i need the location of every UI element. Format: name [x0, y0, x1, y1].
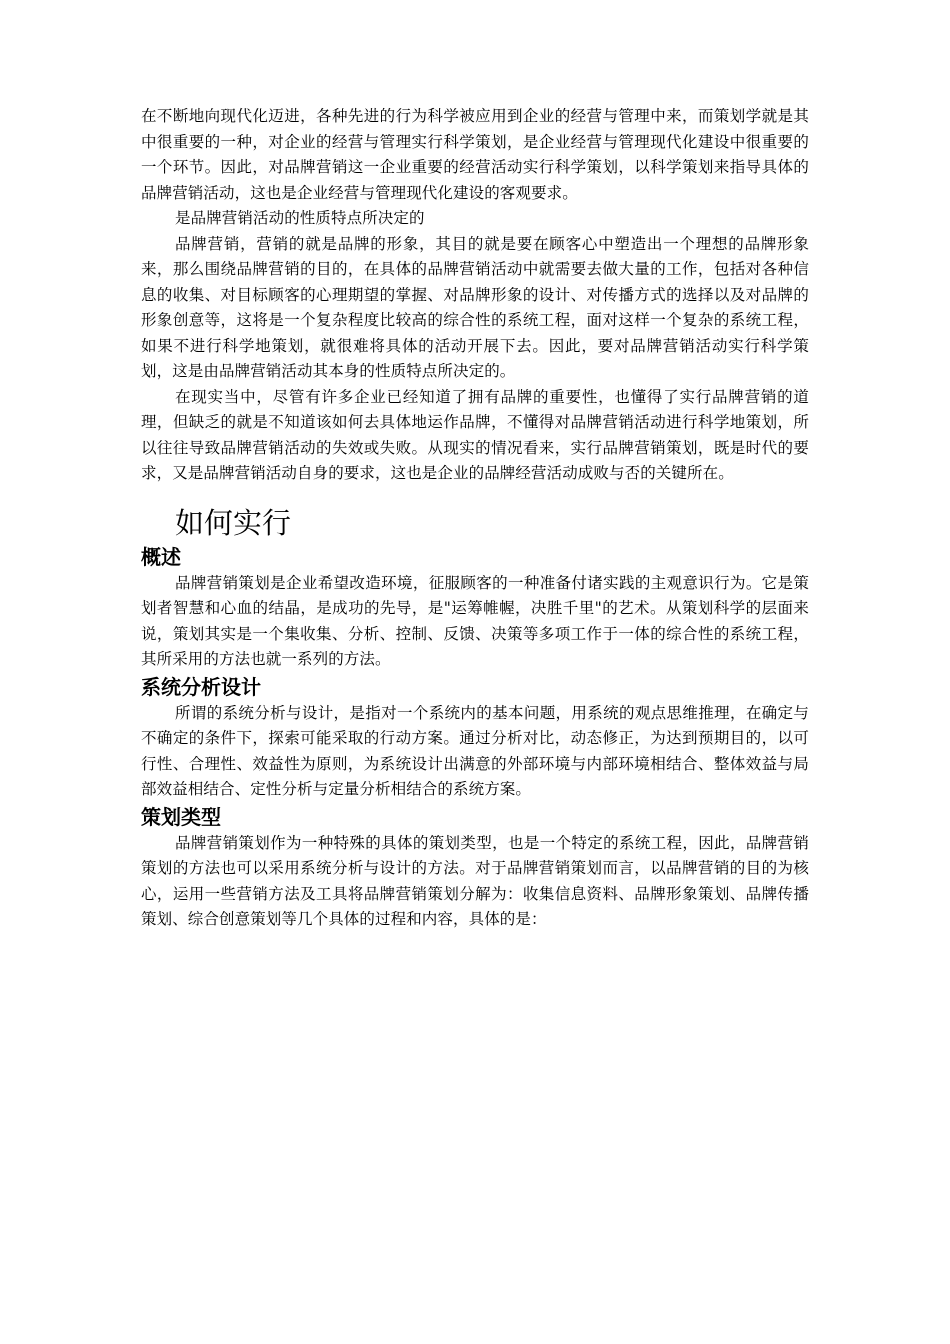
overview-heading: 概述	[141, 544, 181, 569]
intro-paragraph-3: 在现实当中，尽管有许多企业已经知道了拥有品牌的重要性，也懂得了实行品牌营销的道理，但缺乏的就是不知道该如何去具体地运作品牌，不懂得对品牌营销活动进行科学地策划，所以往往导致品牌营销活动的失效或失败。从现实的情况看来，实行品牌营销策划，既是时代的要求，又是品牌营销活动自身的要求，这也是企业的品牌经营活动成败与否的关键所在。	[141, 387, 809, 482]
system-design-heading: 系统分析设计	[141, 674, 261, 699]
document-page	[141, 104, 809, 933]
intro-paragraph-2: 品牌营销，营销的就是品牌的形象，其目的就是要在顾客心中塑造出一个理想的品牌形象来，那么围绕品牌营销的目的，在具体的品牌营销活动中就需要去做大量的工作，包括对各种信息的收集、对目标顾客的心理期望的掌握、对品牌形象的设计、对传播方式的选择以及对品牌的形象创意等，这将是一个复杂程度比较高的综合性的系统工程，面对这样一个复杂的系统工程，如果不进行科学地策划，就很难将具体的活动开展下去。因此，要对品牌营销活动实行科学策划，这是由品牌营销活动其本身的性质特点所决定的。	[141, 234, 809, 380]
overview-paragraph: 品牌营销策划是企业希望改造环境，征服顾客的一种准备付诸实践的主观意识行为。它是策划者智慧和心血的结晶，是成功的先导，是"运筹帷幄，决胜千里"的艺术。从策划科学的层面来说，策划其实是一个集收集、分析、控制、反馈、决策等多项工作于一体的综合性的系统工程，其所采用的方法也就一系列的方法。	[141, 573, 809, 668]
planning-types-heading: 策划类型	[141, 804, 221, 829]
section-title: 如何实行	[175, 505, 292, 540]
intro-subheading: 是品牌营销活动的性质特点所决定的	[175, 209, 425, 227]
planning-types-paragraph: 品牌营销策划作为一种特殊的具体的策划类型，也是一个特定的系统工程，因此，品牌营销策划的方法也可以采用系统分析与设计的方法。对于品牌营销策划而言，以品牌营销的目的为核心，运用一些营销方法及工具将品牌营销策划分解为：收集信息资料、品牌形象策划、品牌传播策划、综合创意策划等几个具体的过程和内容，具体的是：	[141, 833, 809, 928]
system-design-paragraph: 所谓的系统分析与设计，是指对一个系统内的基本问题，用系统的观点思维推理，在确定与不确定的条件下，探索可能采取的行动方案。通过分析对比，动态修正，为达到预期目的，以可行性、合理性、效益性为原则，为系统设计出满意的外部环境与内部环境相结合、整体效益与局部效益相结合、定性分析与定量分析相结合的系统方案。	[141, 703, 809, 798]
intro-paragraph-1: 在不断地向现代化迈进，各种先进的行为科学被应用到企业的经营与管理中来，而策划学就是其中很重要的一种，对企业的经营与管理实行科学策划，是企业经营与管理现代化建设中很重要的一个环节。因此，对品牌营销这一企业重要的经营活动实行科学策划，以科学策划来指导具体的品牌营销活动，这也是企业经营与管理现代化建设的客观要求。	[141, 107, 809, 202]
